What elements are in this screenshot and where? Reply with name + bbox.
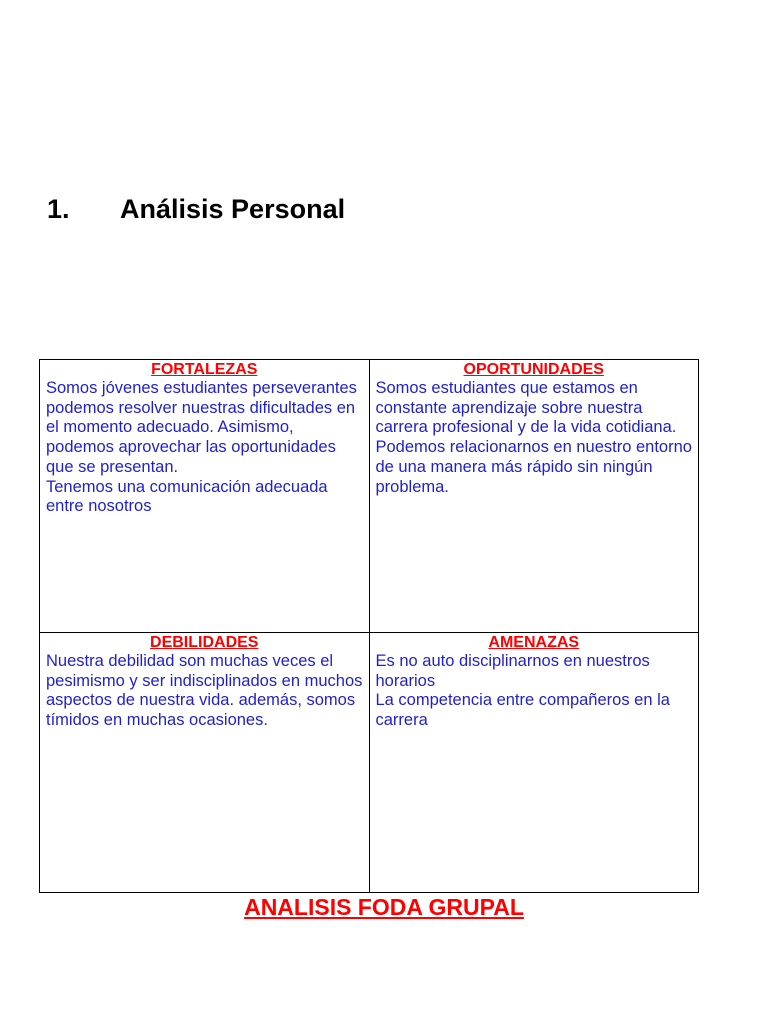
fortalezas-paragraph: Tenemos una comunicación adecuada entre nosotros [46, 477, 328, 516]
foda-row-top [40, 360, 699, 633]
fortalezas-paragraph: Somos jóvenes estudiantes perseverantes podemos resolver nuestras dificultades en el momento adecuado. Asimismo, podemos aprovechar las oportunidades que se presentan. [46, 379, 357, 476]
cell-fortalezas [40, 360, 370, 633]
section-number: 1. [47, 194, 70, 224]
fortalezas-body [46, 379, 363, 517]
debilidades-title: DEBILIDADES [150, 634, 259, 651]
amenazas-title: AMENAZAS [488, 634, 580, 651]
foda-table [39, 359, 699, 893]
section-title: Análisis Personal [120, 194, 346, 224]
foda-row-bottom [40, 633, 699, 893]
amenazas-body [376, 652, 693, 731]
oportunidades-paragraph: Podemos relacionarnos en nuestro entorno de una manera más rápido sin ningún problema. [375, 438, 692, 496]
debilidades-body [46, 652, 363, 731]
footer-title: ANALISIS FODA GRUPAL [244, 894, 524, 920]
cell-oportunidades [369, 360, 699, 633]
amenazas-paragraph: La competencia entre compañeros en la carrera [375, 691, 670, 730]
fortalezas-title: FORTALEZAS [151, 361, 258, 378]
cell-debilidades [40, 633, 370, 893]
cell-amenazas [369, 633, 699, 893]
oportunidades-title: OPORTUNIDADES [463, 361, 604, 378]
oportunidades-paragraph: Somos estudiantes que estamos en constante aprendizaje sobre nuestra carrera profesional y de la vida cotidiana. [375, 379, 677, 437]
amenazas-paragraph: Es no auto disciplinarnos en nuestros horarios [375, 652, 650, 690]
section-heading [47, 194, 345, 225]
oportunidades-body [376, 379, 693, 497]
debilidades-paragraph: Nuestra debilidad son muchas veces el pesimismo y ser indisciplinados en muchos aspectos de nuestra vida. además, somos tímidos en muchas ocasiones. [46, 652, 363, 730]
